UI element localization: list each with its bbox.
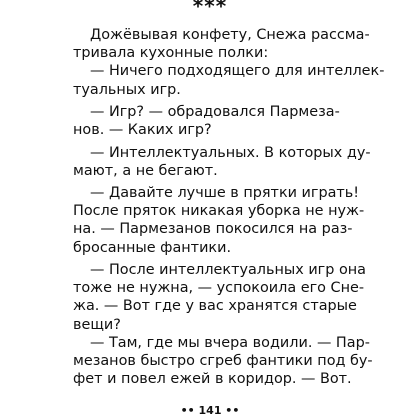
text-line: — Игр? — обрадовался Пармеза-: [90, 103, 340, 120]
text-line: мают, а не бегают.: [73, 162, 218, 179]
text-line: Дожёвывая конфету, Снежа рассма-: [90, 27, 370, 43]
text-line: жа. — Вот где у вас хранятся старые: [73, 298, 357, 315]
text-line: — Давайте лучше в прятки играть!: [90, 185, 360, 202]
text-line: нов. — Каких игр?: [73, 122, 212, 139]
text-line: — После интеллектуальных игр она: [90, 262, 366, 278]
text-line: вещи?: [73, 316, 121, 333]
text-line: После пряток никакая уборка не нуж-: [73, 203, 365, 220]
text-line: — Там, где мы вчера водили. — Пар-: [90, 334, 370, 351]
text-line: мезанов быстро сгреб фантики под бу-: [73, 352, 373, 369]
page-number: •• 141 ••: [180, 404, 240, 417]
text-line: — Ничего подходящего для интеллек-: [90, 63, 385, 80]
text-line: — Интеллектуальных. В которых ду-: [90, 144, 371, 161]
section-separator: ***: [192, 0, 228, 18]
text-line: тривала кухонные полки:: [73, 45, 269, 62]
text-line: тоже не нужна, — успокоила его Сне-: [73, 280, 365, 297]
text-line: бросанные фантики.: [73, 239, 232, 256]
body-text: [73, 26, 385, 388]
text-line: на. — Пармезанов покосился на раз-: [73, 221, 353, 238]
text-line: туальных игр.: [73, 81, 181, 98]
text-line: фет и повел ежей в коридор. — Вот.: [73, 371, 352, 388]
